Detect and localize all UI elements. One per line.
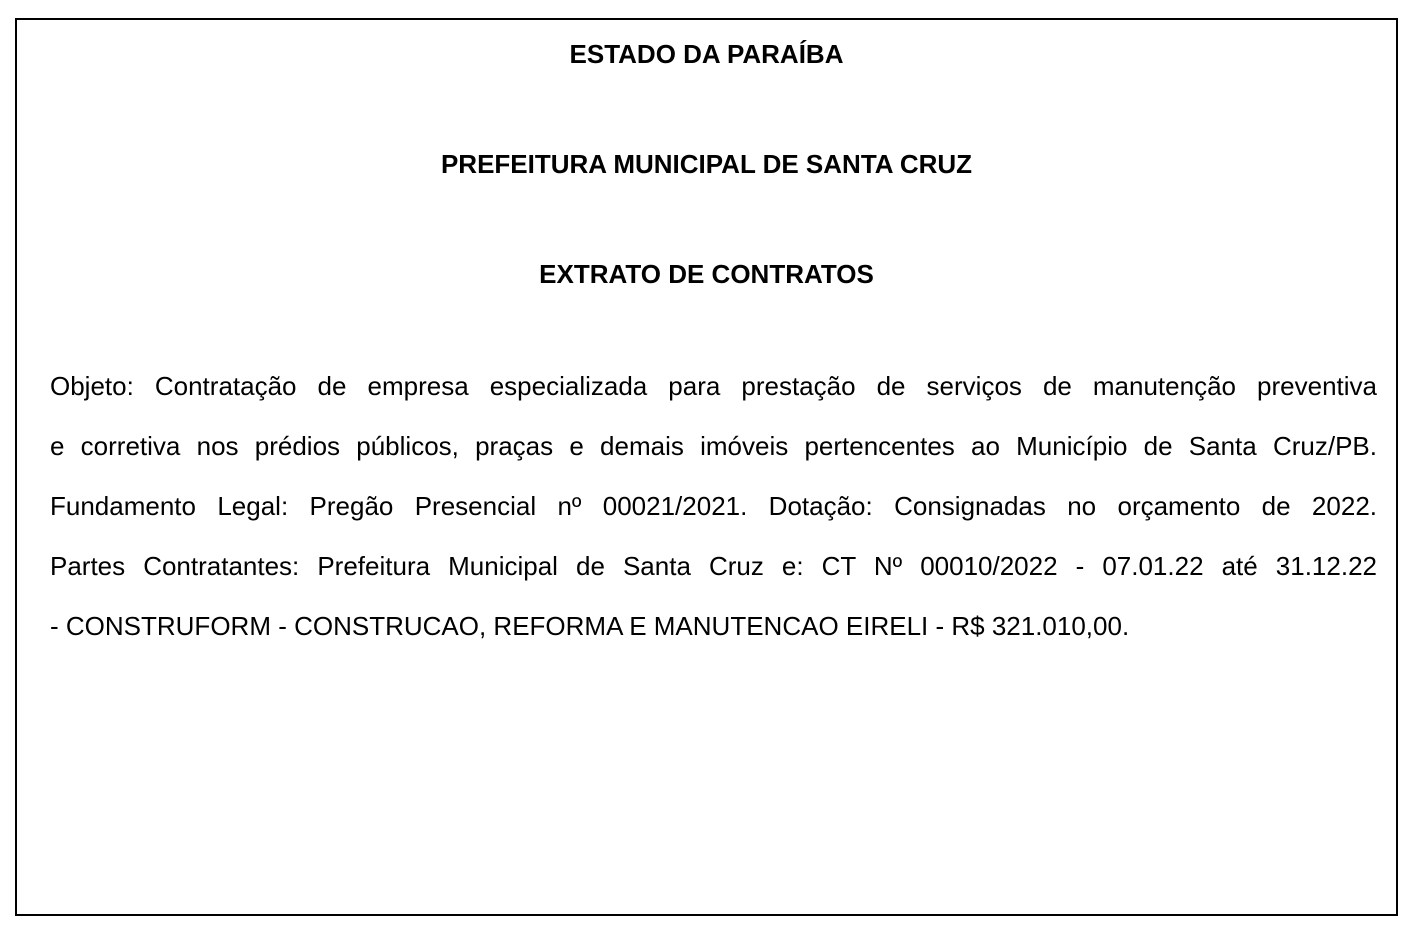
municipality-heading: PREFEITURA MUNICIPAL DE SANTA CRUZ bbox=[440, 149, 973, 179]
body-line-object: Objeto: Contratação de empresa especializada para prestação de serviços de manutenção preventiva bbox=[50, 371, 1377, 401]
notice-frame bbox=[15, 18, 1398, 916]
document-title: EXTRATO DE CONTRATOS bbox=[539, 259, 874, 289]
body-line-object-cont: e corretiva nos prédios públicos, praças e demais imóveis pertencentes ao Município de Santa Cruz/PB. bbox=[50, 431, 1377, 461]
contract-extract-body bbox=[50, 356, 1377, 656]
state-heading: ESTADO DA PARAÍBA bbox=[569, 39, 844, 69]
body-line-contractor: - CONSTRUFORM - CONSTRUCAO, REFORMA E MANUTENCAO EIRELI - R$ 321.010,00. bbox=[50, 611, 1130, 641]
body-line-parties: Partes Contratantes: Prefeitura Municipal de Santa Cruz e: CT Nº 00010/2022 - 07.01.22 até 31.12.22 bbox=[50, 551, 1377, 581]
body-line-legal-basis: Fundamento Legal: Pregão Presencial nº 00021/2021. Dotação: Consignadas no orçamento de 2022. bbox=[50, 491, 1377, 521]
